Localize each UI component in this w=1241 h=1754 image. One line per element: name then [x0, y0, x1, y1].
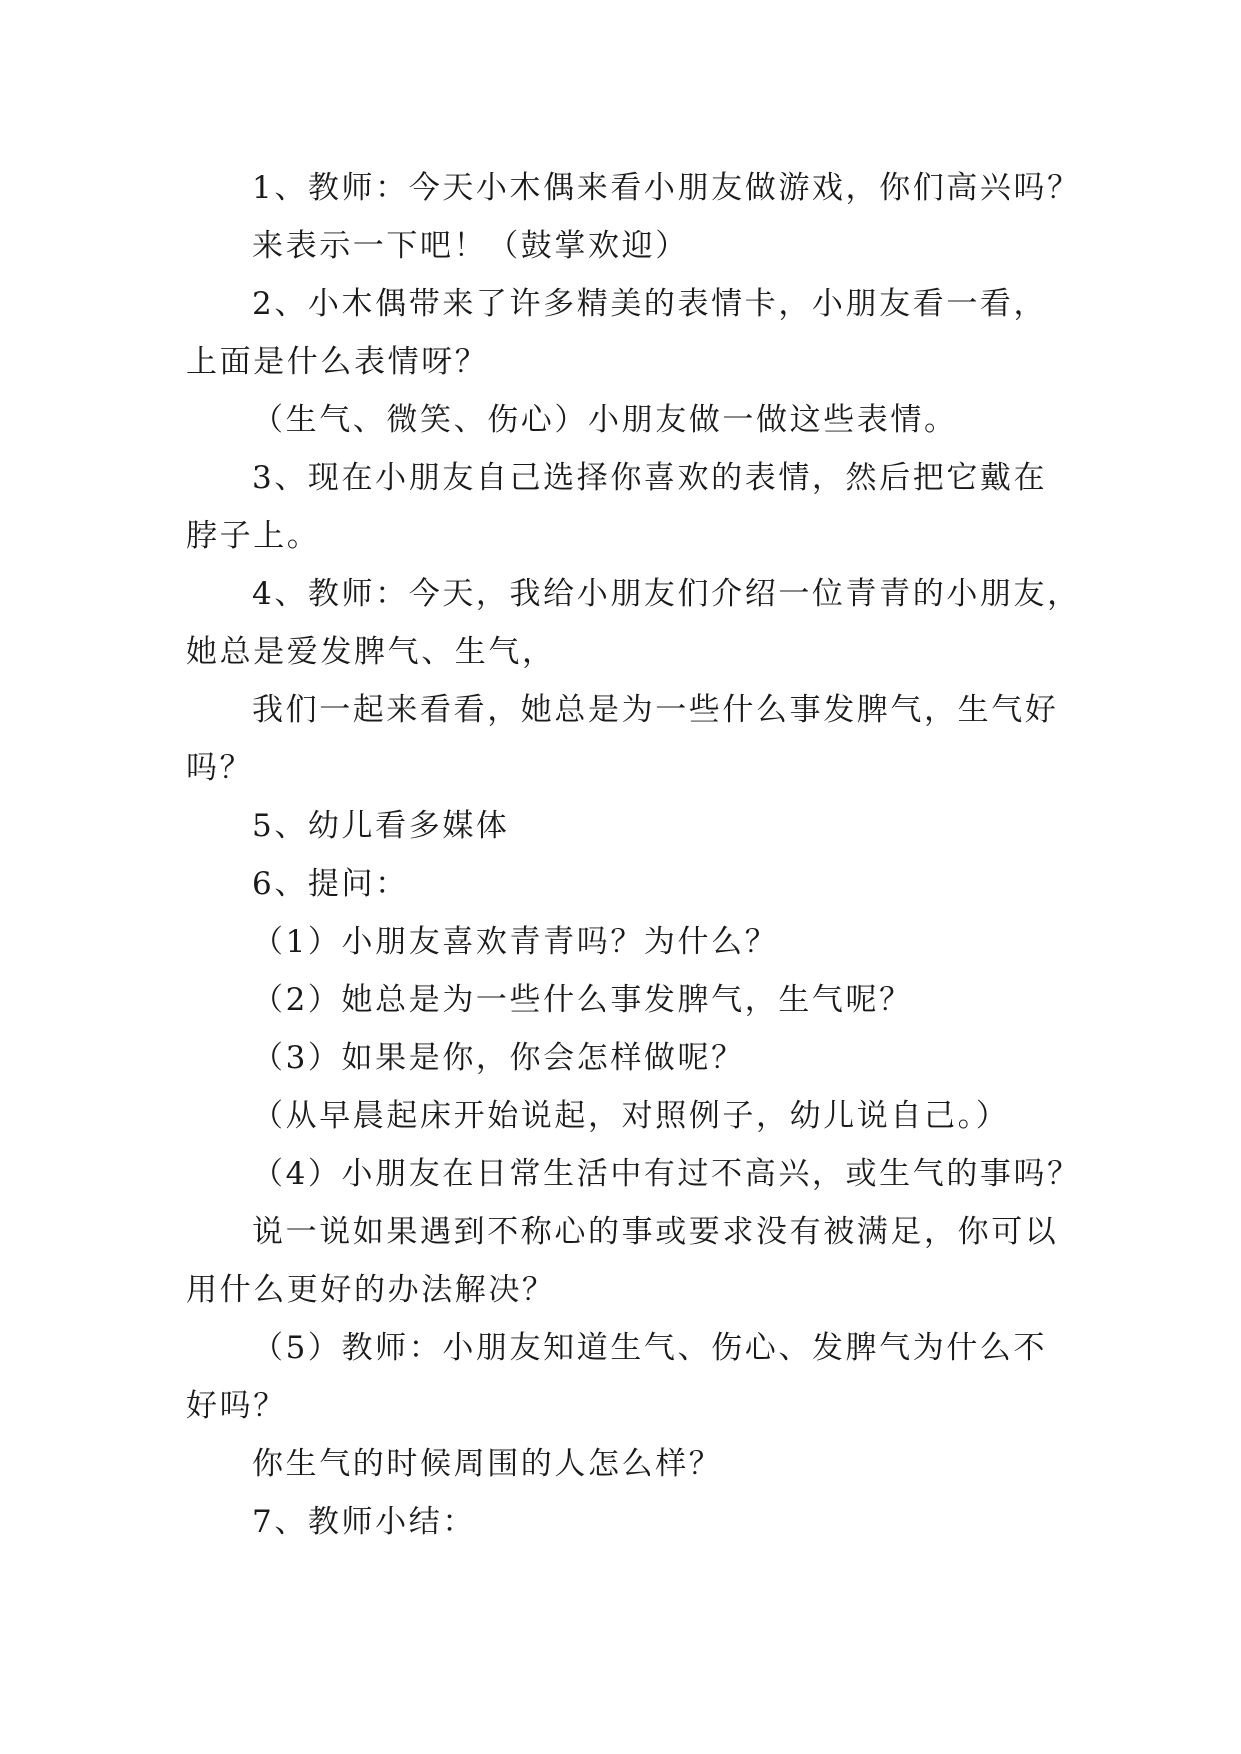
- paragraph-line: 3、现在小朋友自己选择你喜欢的表情，然后把它戴在: [252, 460, 1048, 496]
- paragraph-line: 上面是什么表情呀？: [186, 344, 489, 380]
- paragraph-line: 你生气的时候周围的人怎么样？: [252, 1446, 723, 1482]
- paragraph-line: 她总是爱发脾气、生气，: [186, 634, 556, 670]
- paragraph-line: （1）小朋友喜欢青青吗？为什么？: [252, 924, 779, 960]
- paragraph-line: 1、教师：今天小木偶来看小朋友做游戏，你们高兴吗？: [252, 170, 1081, 206]
- paragraph-line: （5）教师：小朋友知道生气、伤心、发脾气为什么不: [252, 1330, 1048, 1366]
- paragraph-line: （3）如果是你，你会怎样做呢？: [252, 1040, 745, 1076]
- paragraph-line: （生气、微笑、伤心）小朋友做一做这些表情。: [252, 402, 958, 438]
- paragraph-line: 4、教师：今天，我给小朋友们介绍一位青青的小朋友，: [252, 576, 1081, 612]
- paragraph-line: 来表示一下吧！（鼓掌欢迎）: [252, 228, 689, 264]
- paragraph-line: 脖子上。: [186, 518, 321, 554]
- paragraph-line: （从早晨起床开始说起，对照例子，幼儿说自己。）: [252, 1098, 1010, 1134]
- paragraph-line: 用什么更好的办法解决？: [186, 1272, 556, 1308]
- paragraph-line: 5、幼儿看多媒体: [252, 808, 510, 844]
- paragraph-line: 吗？: [186, 750, 254, 786]
- paragraph-line: （2）她总是为一些什么事发脾气，生气呢？: [252, 982, 913, 1018]
- paragraph-line: （4）小朋友在日常生活中有过不高兴，或生气的事吗？: [252, 1156, 1081, 1192]
- paragraph-line: 7、教师小结：: [252, 1504, 476, 1540]
- paragraph-line: 6、提问：: [252, 866, 409, 902]
- paragraph-line: 说一说如果遇到不称心的事或要求没有被满足，你可以: [252, 1214, 1059, 1250]
- paragraph-line: 2、小木偶带来了许多精美的表情卡，小朋友看一看，: [252, 286, 1048, 322]
- paragraph-line: 我们一起来看看，她总是为一些什么事发脾气，生气好: [252, 692, 1059, 728]
- paragraph-line: 好吗？: [186, 1388, 287, 1424]
